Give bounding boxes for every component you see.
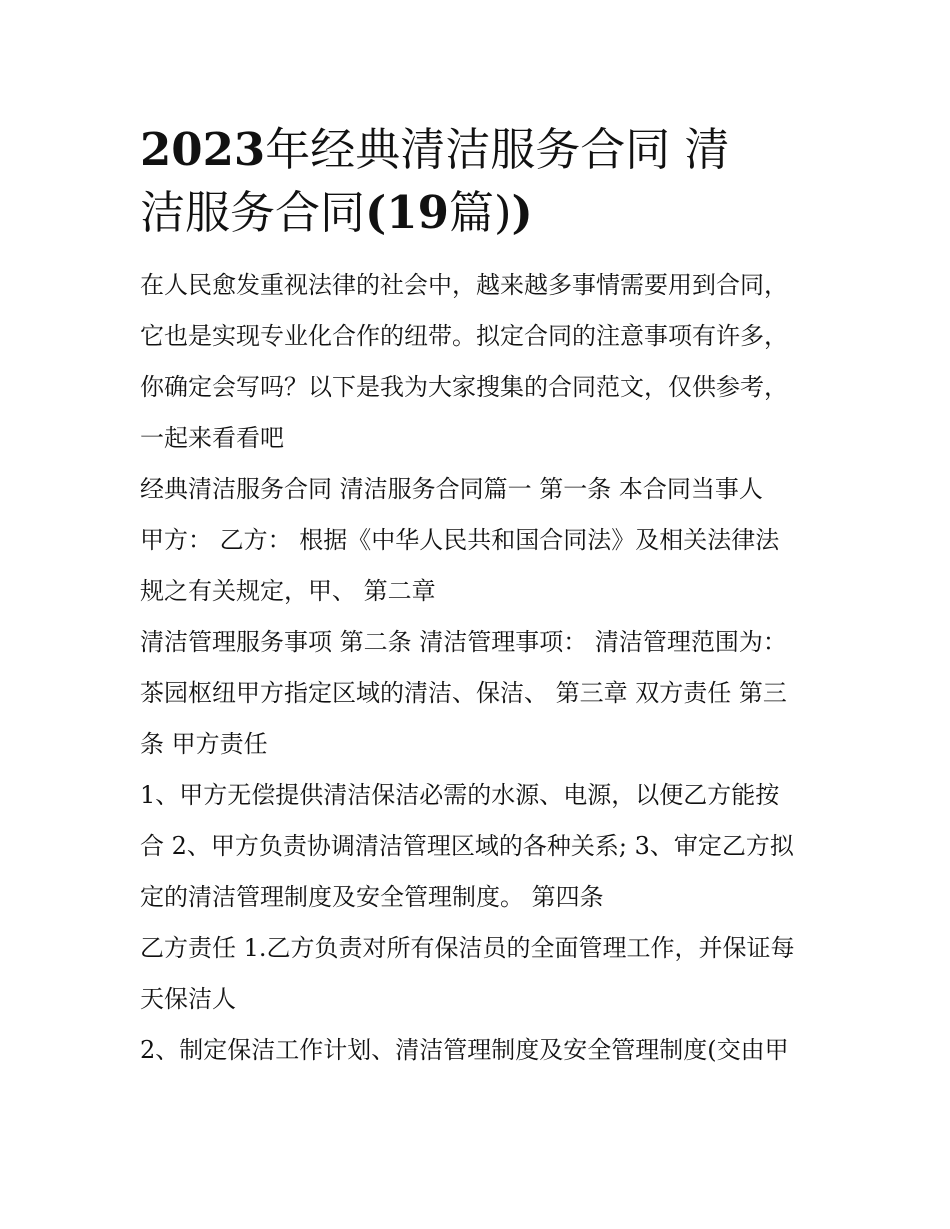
paragraph-line: 它也是实现专业化合作的纽带。拟定合同的注意事项有许多， [140, 322, 788, 350]
paragraph-line: 一起来看看吧 [140, 424, 284, 452]
document-title [140, 118, 820, 244]
title-text-3: 篇) [448, 186, 512, 239]
paragraph-party-b-duties [140, 923, 820, 1025]
paragraph-line: 茶园枢纽甲方指定区域的清洁、保洁、 第三章 双方责任 第三 [140, 679, 787, 707]
paragraph-line: 甲方： 乙方： 根据《中华人民共和国合同法》及相关法律法 [140, 526, 780, 554]
paragraph-line: 合 2、甲方负责协调清洁管理区域的各种关系; 3、审定乙方拟 [140, 832, 794, 860]
paragraph-line: 在人民愈发重视法律的社会中，越来越多事情需要用到合同， [140, 271, 788, 299]
paragraph-line: 1、甲方无偿提供清洁保洁必需的水源、电源，以便乙方能按 [140, 781, 780, 809]
paragraph-article-1 [140, 464, 820, 617]
title-year: 2023 [140, 123, 266, 176]
paragraph-line: 清洁管理服务事项 第二条 清洁管理事项： 清洁管理范围为： [140, 628, 787, 656]
document-page [140, 118, 820, 1076]
paragraph-line: 条 甲方责任 [140, 730, 268, 758]
title-count: (19 [365, 186, 449, 239]
paragraph-line: 经典清洁服务合同 清洁服务合同篇一 第一条 本合同当事人 [140, 475, 763, 503]
paragraph-line: 规之有关规定，甲、 第二章 [140, 577, 436, 605]
title-line-2 [140, 181, 820, 244]
paragraph-line: 你确定会写吗？以下是我为大家搜集的合同范文，仅供参考， [140, 373, 788, 401]
title-text-1: 年经典清洁服务合同 清 [265, 123, 730, 176]
paragraph-line: 定的清洁管理制度及安全管理制度。 第四条 [140, 883, 604, 911]
title-line-1 [140, 118, 820, 181]
document-body [140, 260, 820, 1076]
paragraph-line: 天保洁人 [140, 985, 236, 1013]
paragraph-article-2 [140, 617, 820, 770]
paragraph-line: 乙方责任 1.乙方负责对所有保洁员的全面管理工作，并保证每 [140, 934, 795, 962]
paragraph-intro [140, 260, 820, 464]
paragraph-party-b-item-2 [140, 1025, 820, 1076]
title-text-2: 洁服务合同 [140, 186, 366, 239]
paragraph-party-a-duties [140, 770, 820, 923]
title-close-paren: ) [511, 186, 533, 239]
paragraph-line: 2、制定保洁工作计划、清洁管理制度及安全管理制度(交由甲 [140, 1036, 789, 1064]
